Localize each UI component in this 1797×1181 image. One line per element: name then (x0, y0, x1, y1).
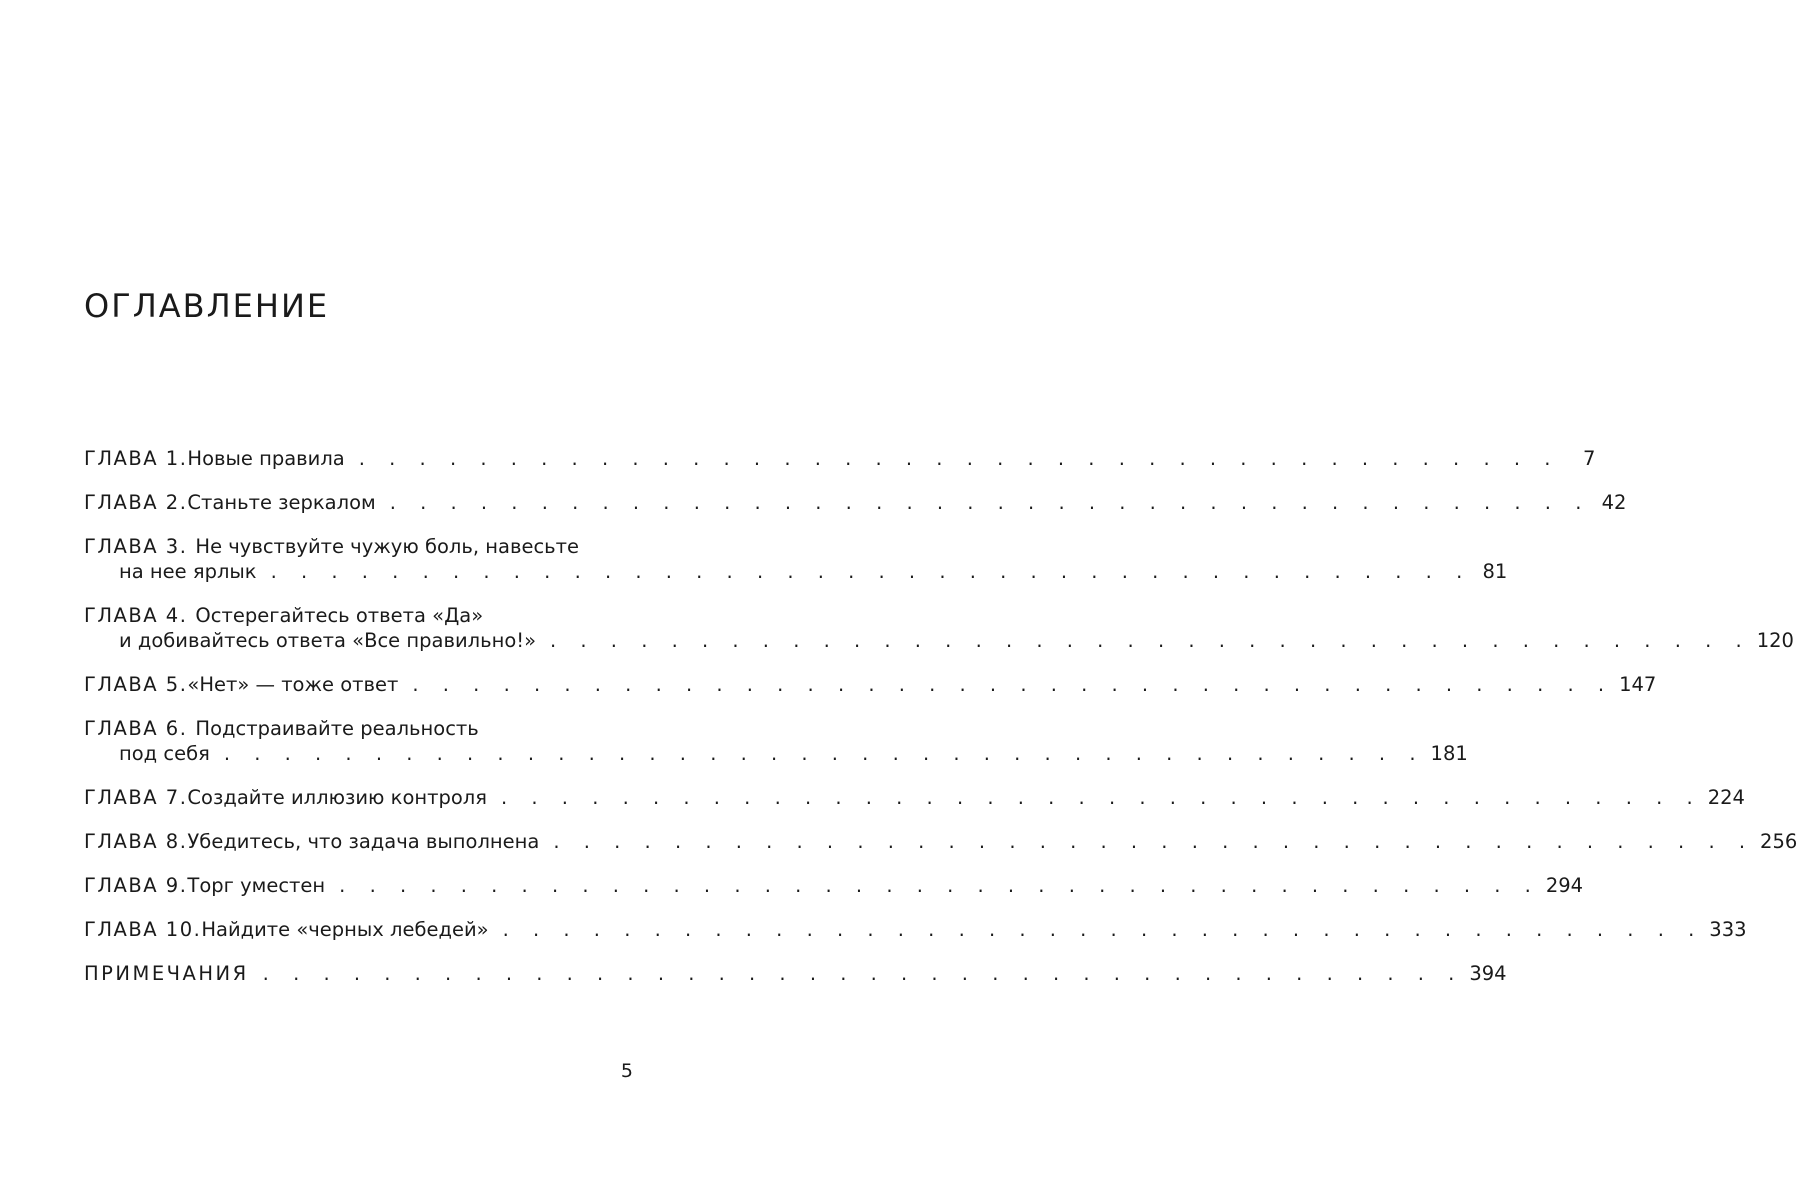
chapter-label: ГЛАВА 6. (84, 717, 188, 740)
page-number: 181 (1430, 742, 1468, 765)
chapter-label: ГЛАВА 1. (84, 447, 188, 470)
toc-entry-1[interactable] (84, 446, 1596, 471)
dot-leader: . . . . . . . . . . . . . . . . . . . . . . . . . . . . . . . . . . . . . . . . (412, 673, 1614, 696)
toc-entry-10[interactable] (84, 917, 1747, 942)
toc-entry-3[interactable] (84, 534, 1508, 584)
page-number: 256 (1760, 830, 1797, 853)
chapter-label: ГЛАВА 9. (84, 874, 188, 897)
toc-entry-9[interactable] (84, 873, 1584, 898)
page-number: 7 (1583, 447, 1596, 470)
notes-label: ПРИМЕЧАНИЯ (84, 962, 249, 985)
toc-entry-5[interactable] (84, 672, 1657, 697)
chapter-title: «Нет» — тоже ответ (187, 673, 399, 696)
dot-leader: . . . . . . . . . . . . . . . . . . . . . . . . . . . . . . . . . . . . . . . . (270, 560, 1472, 583)
dot-leader: . . . . . . . . . . . . . . . . . . . . . . . . . . . . . . . . . . . . . . . . (550, 629, 1751, 652)
chapter-label: ГЛАВА 4. (84, 604, 188, 627)
dot-leader: . . . . . . . . . . . . . . . . . . . . . . . . . . . . . . . . . . . . . . . . (389, 491, 1591, 514)
dot-leader: . . . . . . . . . . . . . . . . . . . . . . . . . . . . . . . . . . . . . . . . (502, 918, 1704, 941)
chapter-title: Найдите «черных лебедей» (201, 918, 489, 941)
toc-entry-7[interactable] (84, 785, 1745, 810)
chapter-title: Остерегайтесь ответа «Да» (195, 604, 484, 627)
page-number: 224 (1707, 786, 1745, 809)
chapter-label: ГЛАВА 3. (84, 535, 188, 558)
dot-leader: . . . . . . . . . . . . . . . . . . . . . . . . . . . . . . . . . . . . . . . . (553, 830, 1755, 853)
chapter-label: ГЛАВА 5. (84, 673, 188, 696)
dot-leader: . . . . . . . . . . . . . . . . . . . . . . . . . . . . . . . . . . . . . . . . (223, 742, 1425, 765)
chapter-label: ГЛАВА 10. (84, 918, 202, 941)
chapter-label: ГЛАВА 2. (84, 491, 188, 514)
chapter-title: Станьте зеркалом (187, 491, 376, 514)
toc-entry-2[interactable] (84, 490, 1627, 515)
page-title: ОГЛАВЛЕНИЕ (84, 287, 330, 325)
chapter-title: Создайте иллюзию контроля (187, 786, 487, 809)
toc-entry-4[interactable] (84, 603, 1794, 653)
chapter-title-cont: и добивайтесь ответа «Все правильно!» (119, 629, 537, 652)
page-number: 333 (1709, 918, 1747, 941)
toc-entry-notes[interactable] (84, 961, 1507, 986)
page-number: 120 (1756, 629, 1794, 652)
chapter-title: Не чувствуйте чужую боль, навесьте (195, 535, 580, 558)
chapter-label: ГЛАВА 8. (84, 830, 188, 853)
toc-entry-6[interactable] (84, 716, 1468, 766)
page-number: 294 (1545, 874, 1584, 897)
chapter-title-cont: на нее ярлык (119, 560, 257, 583)
dot-leader: . . . . . . . . . . . . . . . . . . . . . . . . . . . . . . . . . . . . . . . . (358, 447, 1560, 470)
chapter-title: Убедитесь, что задача выполнена (187, 830, 540, 853)
dot-leader: . . . . . . . . . . . . . . . . . . . . . . . . . . . . . . . . . . . . . . . . (262, 962, 1464, 985)
page-number: 394 (1469, 962, 1507, 985)
table-of-contents (84, 446, 1797, 985)
dot-leader: . . . . . . . . . . . . . . . . . . . . . . . . . . . . . . . . . . . . . . . . (501, 786, 1702, 809)
chapter-label: ГЛАВА 7. (84, 786, 188, 809)
page-number: 42 (1601, 491, 1627, 514)
chapter-title: Торг уместен (187, 874, 326, 897)
page-number: 81 (1482, 560, 1508, 583)
toc-entry-8[interactable] (84, 829, 1797, 854)
folio-page-number: 5 (620, 1060, 633, 1082)
chapter-title-cont: под себя (119, 742, 210, 765)
dot-leader: . . . . . . . . . . . . . . . . . . . . . . . . . . . . . . . . . . . . . . . . (339, 874, 1540, 897)
chapter-title: Новые правила (187, 447, 345, 470)
page-number: 147 (1619, 673, 1657, 696)
chapter-title: Подстраивайте реальность (195, 717, 479, 740)
